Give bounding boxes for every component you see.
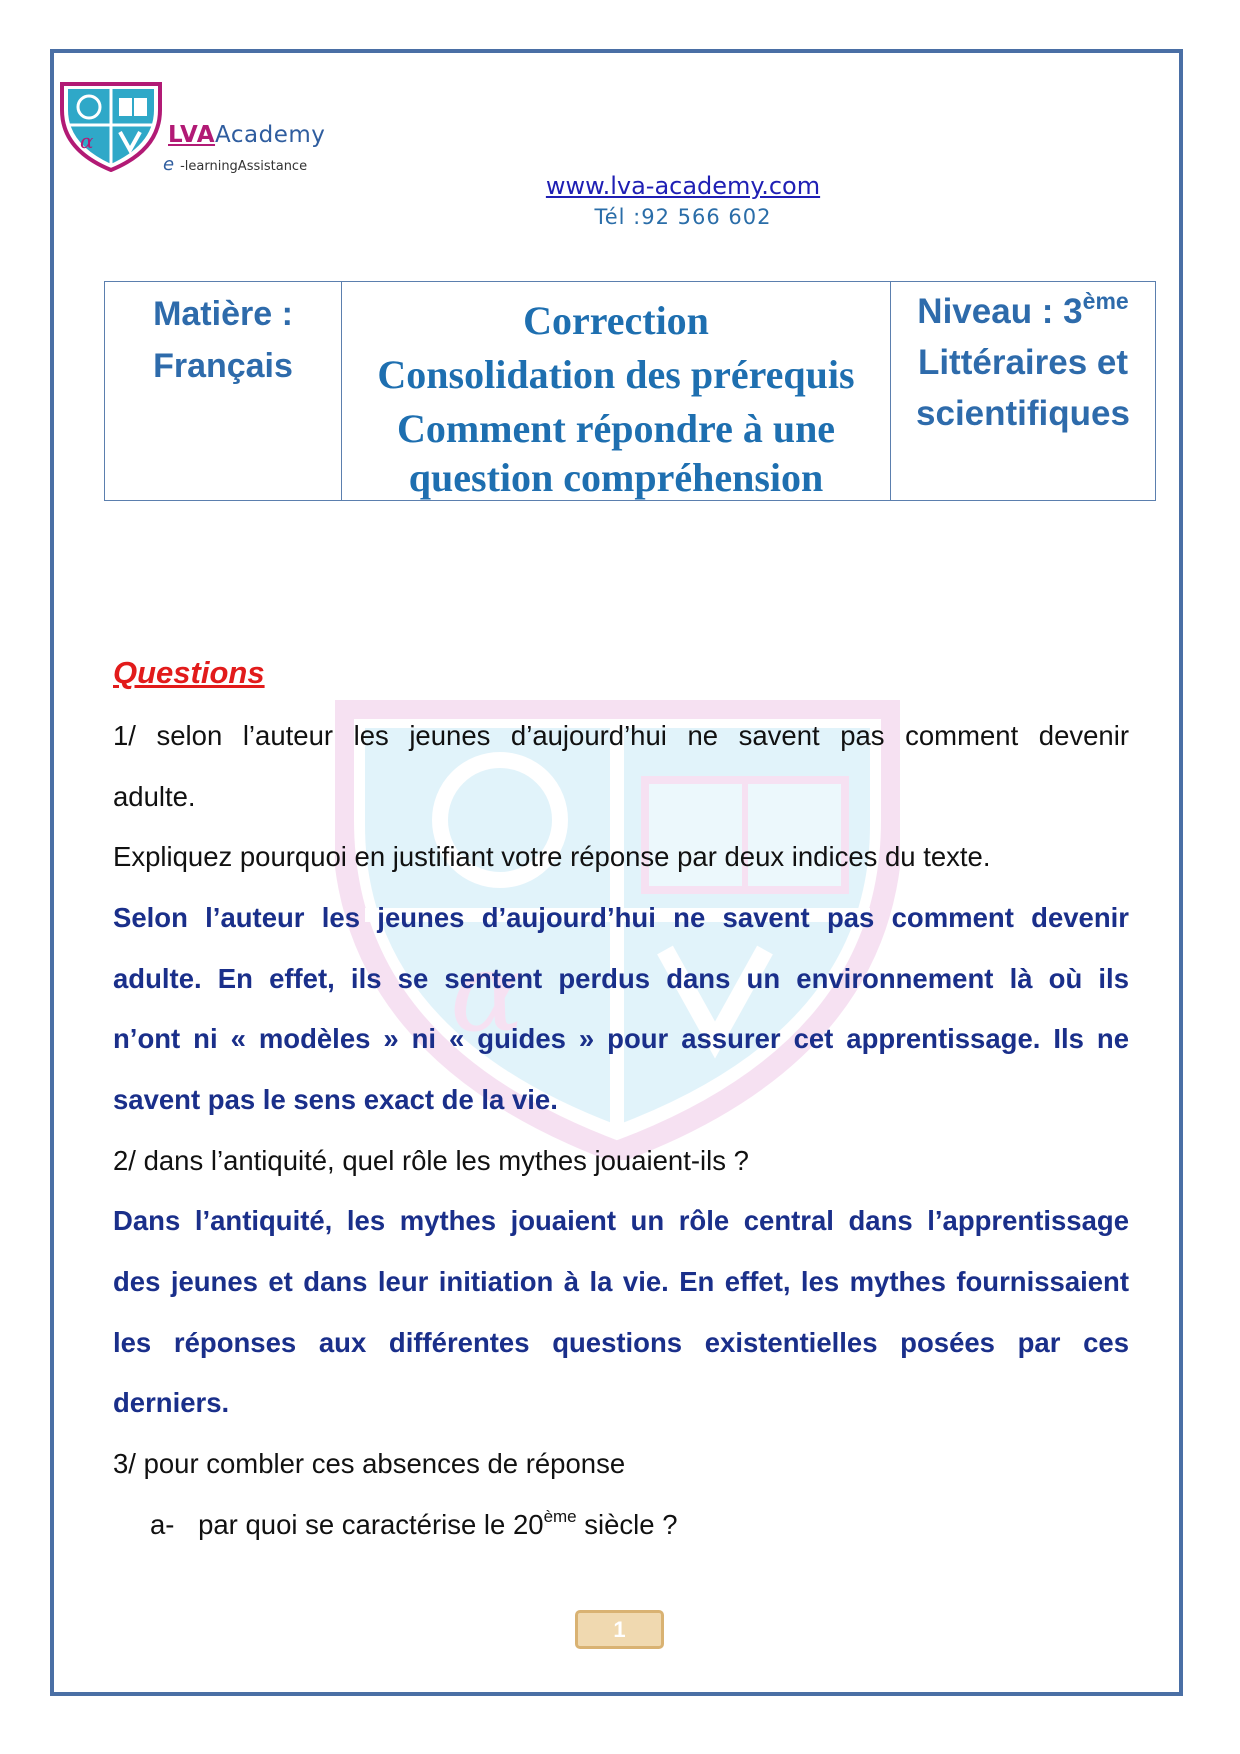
phone-number: Tél :92 566 602 (594, 205, 772, 229)
answer-text: savent pas le sens exact de la vie. (113, 1084, 558, 1115)
question-text: Expliquez pourquoi en justifiant votre réponse par deux indices du texte. (113, 841, 991, 872)
answer-text: derniers. (113, 1387, 230, 1418)
answer-text: des jeunes et dans leur initiation à la vie. En effet, les mythes fournissaient (113, 1266, 1129, 1297)
question-text: 3/ pour combler ces absences de réponse (113, 1448, 626, 1479)
question-text: 1/ selon l’auteur les jeunes d’aujourd’hui ne savent pas comment devenir (113, 720, 1129, 751)
website-link[interactable]: www.lva-academy.com (545, 172, 821, 200)
question-text: adulte. (113, 781, 196, 812)
title-line: question compréhension (408, 455, 824, 500)
brand-name: LVAAcademy (168, 122, 326, 148)
subject-cell (105, 282, 342, 501)
answer-text: Selon l’auteur les jeunes d’aujourd’hui ne savent pas comment devenir (113, 902, 1129, 933)
title-line: Consolidation des prérequis (377, 352, 855, 397)
title-cell (342, 282, 891, 501)
answer-text: adulte. En effet, ils se sentent perdus dans un environnement là où ils (113, 963, 1129, 994)
answer-text: n’ont ni « modèles » ni « guides » pour assurer cet apprentissage. Ils ne (113, 1023, 1129, 1054)
title-line: Correction (523, 298, 709, 343)
answer-text: Dans l’antiquité, les mythes jouaient un rôle central dans l’apprentissage (113, 1205, 1129, 1236)
answer-text: les réponses aux différentes questions existentielles posées par ces (113, 1327, 1129, 1358)
info-table (104, 281, 1156, 501)
level-line: Littéraires et (917, 343, 1129, 382)
subject-label: Matière : (153, 295, 293, 333)
level-cell (891, 282, 1156, 501)
level-label: Niveau : 3ème (917, 288, 1129, 331)
brand-tagline: e -learningAssistance (163, 154, 308, 175)
level-line: scientifiques (916, 394, 1130, 433)
sub-question: a- par quoi se caractérise le 20ème siècle ? (150, 1507, 678, 1540)
section-heading-questions: Questions (113, 655, 265, 690)
svg-text:α: α (450, 928, 525, 1056)
svg-text:α: α (80, 129, 94, 153)
subject-value: Français (153, 347, 293, 385)
title-line: Comment répondre à une (396, 406, 836, 451)
question-text: 2/ dans l’antiquité, quel rôle les mythes jouaient-ils ? (113, 1145, 749, 1176)
page-number: 1 (575, 1610, 664, 1649)
lva-academy-logo (58, 80, 168, 172)
sub-question-marker: a- (150, 1509, 175, 1540)
